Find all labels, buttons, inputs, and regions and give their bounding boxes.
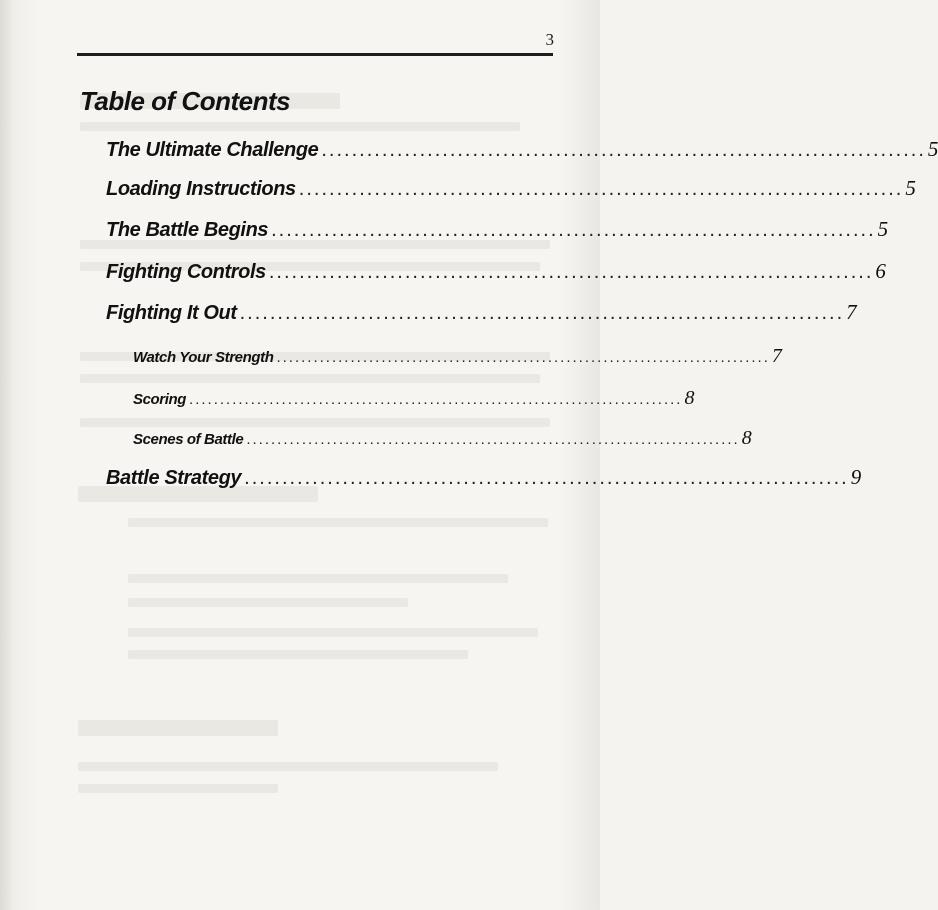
leader-dots: ................................................................................ bbox=[298, 178, 904, 200]
bleed-through-line bbox=[78, 784, 278, 793]
toc-entry-label: Watch Your Strength bbox=[133, 349, 274, 366]
header-rule bbox=[77, 53, 553, 56]
page-title: Table of Contents bbox=[80, 86, 291, 116]
leader-dots: ................................................................................ bbox=[189, 391, 683, 408]
toc-entry-scoring[interactable] bbox=[133, 387, 695, 409]
bleed-through-line bbox=[80, 122, 520, 131]
toc-entry-page: 6 bbox=[875, 259, 886, 283]
toc-entry-label: The Ultimate Challenge bbox=[106, 139, 319, 161]
toc-entry-ultimate-challenge[interactable] bbox=[106, 137, 938, 163]
bleed-through-line bbox=[128, 574, 508, 583]
toc-entry-page: 8 bbox=[741, 427, 752, 449]
toc-entry-label: Battle Strategy bbox=[106, 467, 242, 489]
toc-entry-label: Fighting Controls bbox=[106, 261, 266, 283]
toc-entry-label: Scoring bbox=[133, 391, 187, 408]
toc-entry-page: 7 bbox=[771, 345, 782, 367]
leader-dots: ................................................................................ bbox=[244, 467, 849, 489]
toc-entry-page: 7 bbox=[846, 300, 857, 324]
leader-dots: ................................................................................ bbox=[246, 431, 740, 448]
toc-entry-watch-your-strength[interactable] bbox=[133, 345, 782, 367]
toc-entry-scenes-of-battle[interactable] bbox=[133, 427, 752, 449]
bleed-through-line bbox=[80, 374, 540, 383]
toc-entry-battle-strategy[interactable] bbox=[106, 465, 862, 491]
toc-entry-battle-begins[interactable] bbox=[106, 217, 889, 243]
leader-dots: ................................................................................ bbox=[239, 302, 845, 324]
toc-entry-label: Scenes of Battle bbox=[133, 431, 244, 448]
bleed-through-line bbox=[128, 628, 538, 637]
leader-dots: ................................................................................ bbox=[268, 261, 874, 283]
bleed-through-line bbox=[128, 598, 408, 607]
bleed-through-line bbox=[128, 650, 468, 659]
toc-entry-fighting-controls[interactable] bbox=[106, 259, 886, 285]
leader-dots: ................................................................................ bbox=[321, 139, 926, 161]
toc-entry-loading-instructions[interactable] bbox=[106, 176, 916, 202]
bleed-through-line bbox=[80, 418, 550, 427]
toc-entry-page: 8 bbox=[684, 387, 695, 409]
bleed-through-heading bbox=[78, 720, 278, 736]
page-number: 3 bbox=[545, 30, 554, 49]
toc-entry-label: Fighting It Out bbox=[106, 302, 237, 324]
leader-dots: ................................................................................ bbox=[276, 349, 770, 366]
toc-entry-label: Loading Instructions bbox=[106, 178, 296, 200]
toc-entry-page: 5 bbox=[905, 176, 916, 200]
bleed-through-line bbox=[128, 518, 548, 527]
toc-entry-page: 5 bbox=[877, 217, 889, 241]
toc-entry-page: 9 bbox=[850, 465, 862, 489]
toc-entry-page: 5 bbox=[927, 137, 938, 161]
bleed-through-line bbox=[78, 762, 498, 771]
toc-entry-label: The Battle Begins bbox=[106, 219, 269, 241]
leader-dots: ................................................................................ bbox=[271, 219, 876, 241]
toc-entry-fighting-it-out[interactable] bbox=[106, 300, 857, 326]
